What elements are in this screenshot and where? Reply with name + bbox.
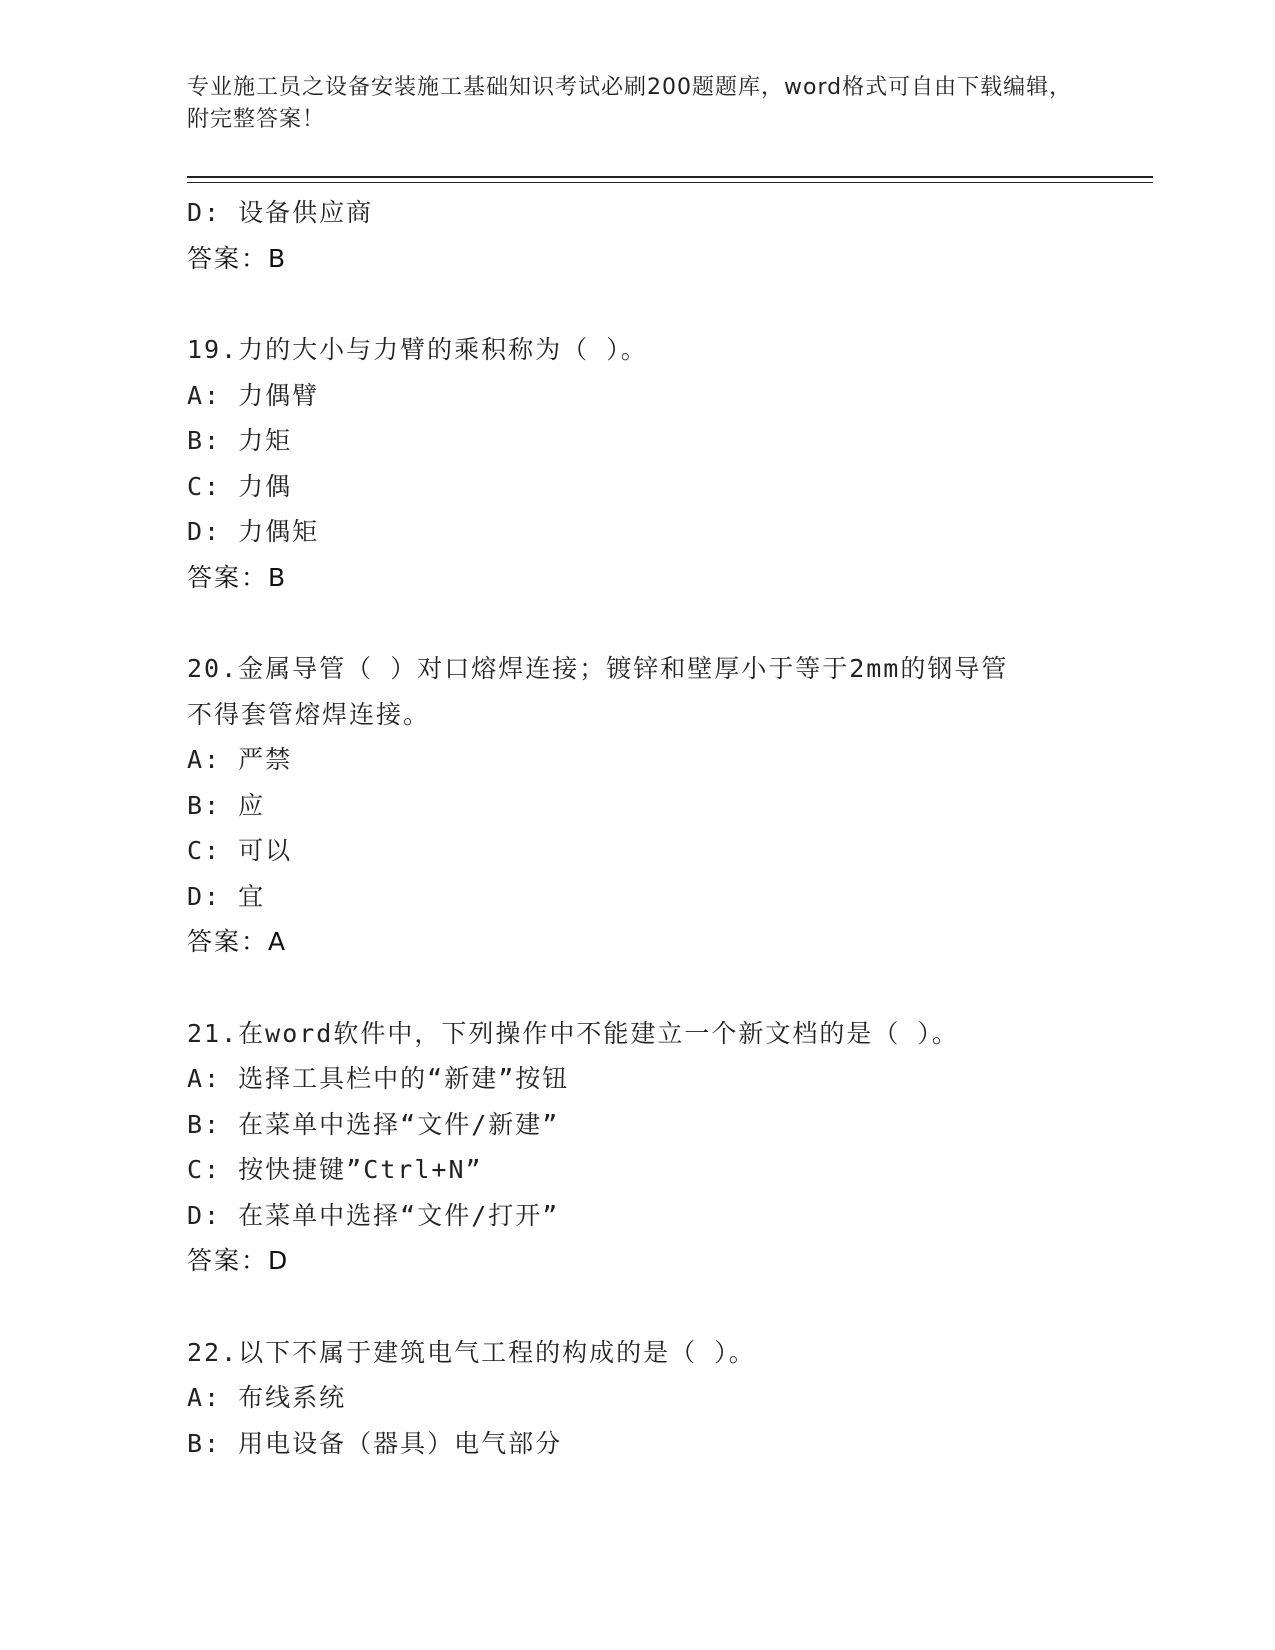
option-c: C: 按快捷键”Ctrl+N”: [187, 1155, 483, 1184]
answer-line: 答案：D: [187, 1246, 290, 1275]
option-c: C: 可以: [187, 836, 293, 865]
option-a: A: 严禁: [187, 745, 293, 774]
question-stem: 19.力的大小与力臂的乘积称为（ ）。: [187, 335, 648, 364]
option-d: D: 在菜单中选择“文件/打开”: [187, 1200, 560, 1230]
question-19: [187, 327, 1107, 600]
option-b: B: 在菜单中选择“文件/新建”: [187, 1109, 560, 1139]
spacer: [187, 600, 1107, 646]
answer-line: 答案：B: [187, 562, 288, 592]
spacer: [187, 965, 1107, 1011]
answer-line: 答案：B: [187, 243, 288, 273]
spacer: [187, 1284, 1107, 1330]
question-fragment: [187, 190, 1107, 281]
header-title: 专业施工员之设备安装施工基础知识考试必刷200题题库，word格式可自由下载编辑，附完整答案！: [187, 75, 1073, 132]
question-stem-line-2: 不得套管熔焊连接。: [187, 699, 431, 729]
question-22: [187, 1330, 1107, 1467]
question-stem: 22.以下不属于建筑电气工程的构成的是（ ）。: [187, 1337, 756, 1367]
document-body: [187, 190, 1107, 1466]
option-a: A: 力偶臂: [187, 380, 320, 410]
header-rule-thin: [187, 182, 1153, 183]
answer-line: 答案：A: [187, 927, 288, 956]
document-header: [187, 72, 1087, 136]
header-rule-thick: [187, 176, 1153, 178]
option-a: A: 选择工具栏中的“新建”按钮: [187, 1064, 570, 1093]
option-d: D: 宜: [187, 881, 266, 911]
option-b: B: 应: [187, 790, 266, 820]
option-a: A: 布线系统: [187, 1383, 347, 1412]
option-d: D: 设备供应商: [187, 198, 374, 227]
question-stem-line-1: 20.金属导管（ ）对口熔焊连接；镀锌和壁厚小于等于2mm的钢导管: [187, 654, 1009, 683]
spacer: [187, 281, 1107, 327]
option-b: B: 用电设备（器具）电气部分: [187, 1428, 563, 1458]
option-b: B: 力矩: [187, 426, 293, 455]
question-stem: 21.在word软件中，下列操作中不能建立一个新文档的是（ ）。: [187, 1018, 959, 1048]
question-20: [187, 646, 1107, 965]
option-c: C: 力偶: [187, 471, 293, 501]
option-d: D: 力偶矩: [187, 517, 320, 546]
question-21: [187, 1011, 1107, 1284]
